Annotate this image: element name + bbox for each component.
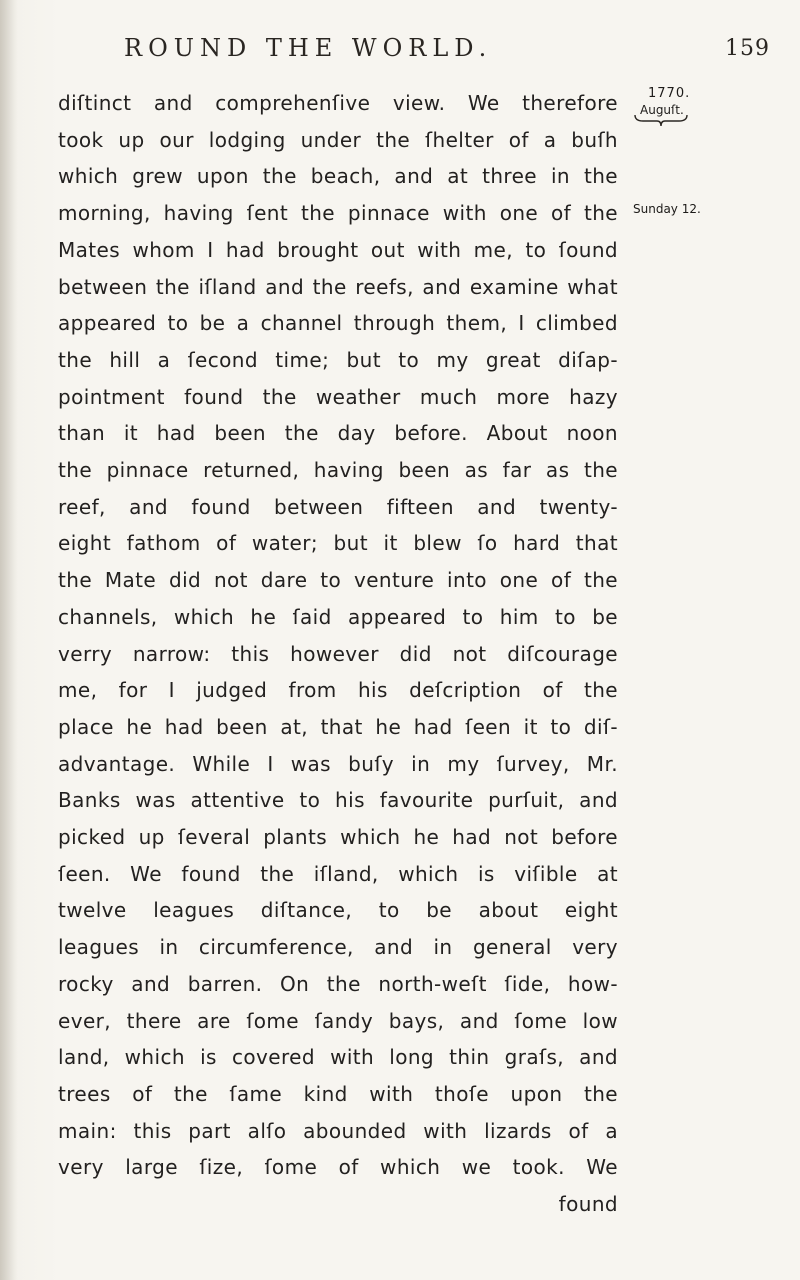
catchword: found [558, 1192, 618, 1217]
text-line: channels, which he ſaid appeared to him to be [58, 604, 618, 629]
text-line: picked up ſeveral plants which he had not before [58, 825, 618, 850]
text-line: than it had been the day before. About noon [58, 421, 618, 446]
body-text [58, 85, 618, 1223]
text-line: the pinnace returned, having been as far as the [58, 458, 618, 483]
text-line: took up our lodging under the ſhelter of a buſh [58, 127, 618, 152]
text-line: trees of the ſame kind with thoſe upon the [58, 1081, 618, 1106]
text-line: between the iſland and the reefs, and examine what [58, 274, 618, 299]
text-line: Banks was attentive to his favourite purſuit, and [58, 788, 618, 813]
text-line: appeared to be a channel through them, I climbed [58, 311, 618, 336]
text-line: verry narrow: this however did not diſcourage [58, 641, 618, 666]
margin-note-month: Auguſt. [640, 103, 684, 117]
text-line: main: this part alſo abounded with lizards of a [58, 1118, 618, 1143]
text-line: advantage. While I was buſy in my ſurvey, Mr. [58, 751, 618, 776]
text-line: eight fathom of water; but it blew ſo hard that [58, 531, 618, 556]
margin-note-year: 1770. [648, 86, 691, 101]
text-line: which grew upon the beach, and at three in the [58, 164, 618, 189]
text-line: me, for I judged from his deſcription of the [58, 678, 618, 703]
text-line: diſtinct and comprehenſive view. We therefore [58, 91, 618, 115]
text-line: very large ſize, ſome of which we took. We [58, 1155, 618, 1180]
text-line: the hill a ſecond time; but to my great diſap- [58, 347, 618, 372]
text-line: pointment found the weather much more hazy [58, 384, 618, 409]
text-line: place he had been at, that he had ſeen it to diſ- [58, 714, 618, 739]
text-line: reef, and found between fifteen and twenty- [58, 494, 618, 519]
text-line: the Mate did not dare to venture into one of the [58, 568, 618, 593]
text-line: leagues in circumference, and in general very [58, 935, 618, 960]
text-line: twelve leagues diſtance, to be about eight [58, 898, 618, 923]
text-line: ſeen. We found the iſland, which is viſible at [58, 861, 618, 886]
page-header [100, 26, 770, 66]
text-line: ever, there are ſome ſandy bays, and ſome low [58, 1008, 618, 1033]
page-number: 159 [725, 36, 770, 61]
text-line: morning, having ſent the pinnace with one of the [58, 201, 618, 226]
margin-brace-icon [633, 113, 689, 127]
text-line: land, which is covered with long thin graſs, and [58, 1045, 618, 1070]
margin-note-date: Sunday 12. [633, 202, 701, 216]
text-line: rocky and barren. On the north-weſt ſide, how- [58, 971, 618, 996]
gutter-shadow [0, 0, 18, 1280]
text-line: Mates whom I had brought out with me, to ſound [58, 237, 618, 262]
running-head: ROUND THE WORLD. [124, 34, 493, 62]
